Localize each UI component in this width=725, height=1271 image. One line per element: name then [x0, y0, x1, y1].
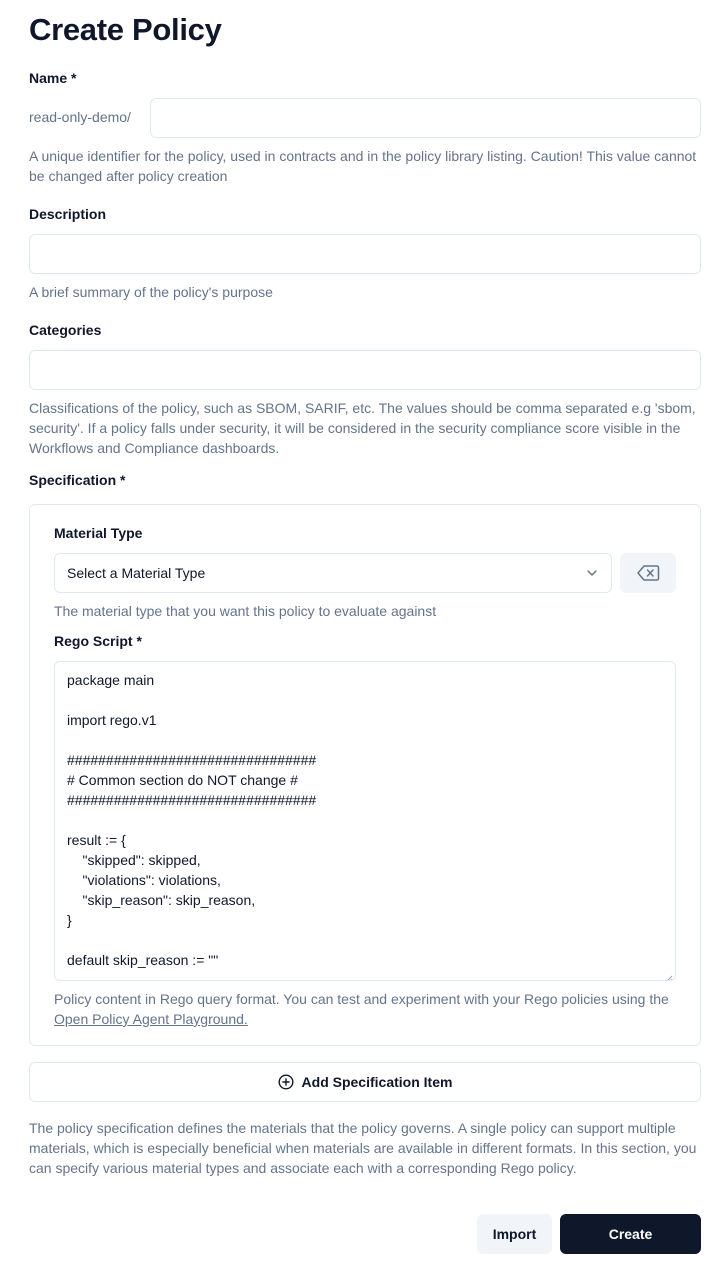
opa-playground-link[interactable]: Open Policy Agent Playground.	[54, 1011, 248, 1027]
name-input[interactable]	[150, 98, 701, 138]
resize-handle-icon[interactable]	[665, 970, 673, 978]
page-title: Create Policy	[29, 12, 222, 47]
add-specification-item-button[interactable]	[29, 1062, 701, 1102]
material-type-selected: Select a Material Type	[67, 565, 206, 581]
description-input[interactable]	[29, 234, 701, 274]
categories-label: Categories	[29, 322, 102, 338]
name-prefix: read-only-demo/	[29, 109, 131, 125]
name-label: Name *	[29, 70, 77, 86]
plus-circle-icon	[278, 1074, 294, 1090]
backspace-x-icon	[636, 564, 660, 582]
material-type-label: Material Type	[54, 525, 143, 541]
rego-script-label: Rego Script *	[54, 633, 142, 649]
description-label: Description	[29, 206, 107, 222]
rego-script-editor[interactable]	[54, 661, 676, 981]
specification-label: Specification *	[29, 472, 126, 488]
material-type-help: The material type that you want this policy to evaluate against	[54, 603, 437, 619]
material-type-select[interactable]	[54, 553, 612, 593]
clear-material-type-button[interactable]	[620, 553, 676, 593]
rego-help-text: Policy content in Rego query format. You can test and experiment with your Rego policies using the	[54, 991, 669, 1007]
rego-script-help	[54, 989, 684, 1029]
specification-help: The policy specification defines the materials that the policy governs. A single policy can support multiple materials, which is especially beneficial when materials are available in different formats. In this section, you can specify various material types and associate each with a corresponding Rego policy.	[29, 1120, 697, 1176]
categories-help: Classifications of the policy, such as SBOM, SARIF, etc. The values should be comma separated e.g 'sbom, security'. If a policy falls under security, it will be considered in the security compliance score visible in the Workflows and Compliance dashboards.	[29, 400, 696, 456]
name-help: A unique identifier for the policy, used in contracts and in the policy library listing. Caution! This value cannot be changed after policy creation	[29, 148, 697, 184]
categories-input[interactable]	[29, 350, 701, 390]
rego-script-content: package main import rego.v1 ################################ # Common section do NOT change # ################################ result := { "skipped": skipped, "violations": violations, "skip_reason": skip_reason, } default skip_reason := ""	[67, 672, 317, 968]
description-help: A brief summary of the policy's purpose	[29, 284, 273, 300]
chevron-down-icon	[585, 566, 599, 580]
create-button[interactable]: Create	[560, 1214, 701, 1254]
add-specification-item-label: Add Specification Item	[301, 1074, 453, 1090]
import-button[interactable]: Import	[477, 1214, 552, 1254]
